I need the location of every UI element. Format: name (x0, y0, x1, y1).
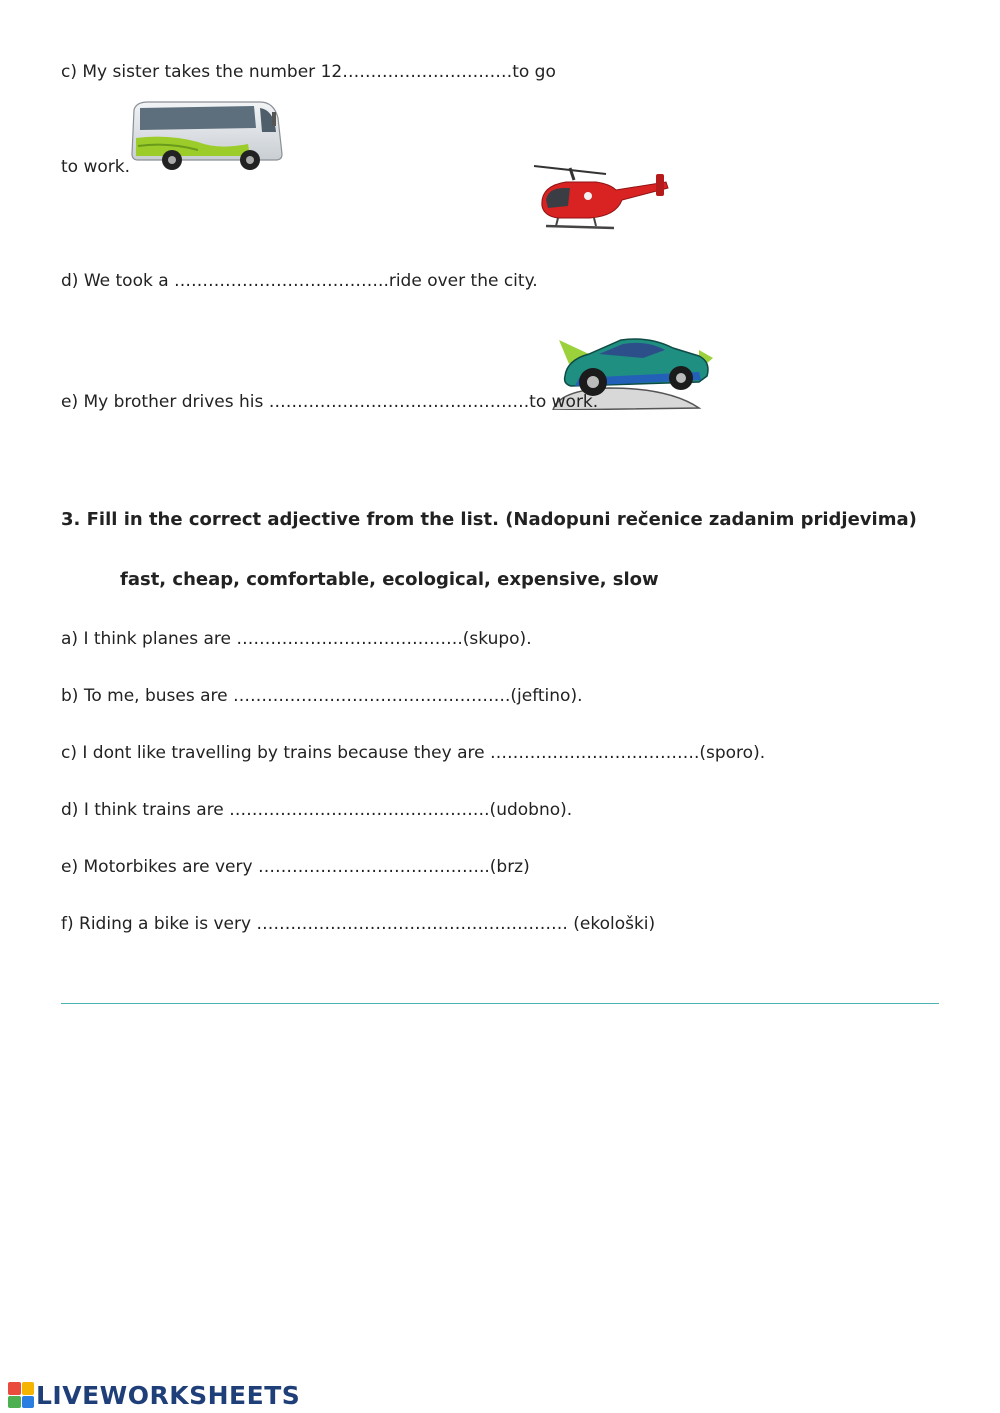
sentence-c-line2: to work. (61, 157, 131, 177)
exercise-item-b: b) To me, buses are ………………………………………….(jeftino). (61, 686, 583, 706)
divider (61, 1003, 939, 1004)
section-3-heading: 3. Fill in the correct adjective from the list. (Nadopuni rečenice zadanim pridjevima) (61, 509, 917, 530)
helicopter-icon (530, 160, 672, 234)
exercise-item-d: d) I think trains are ……………………………………….(udobno). (61, 800, 573, 820)
exercise-item-e: e) Motorbikes are very …………………………………..(brz) (61, 857, 530, 877)
sentence-e: e) My brother drives his ……………………………………….to work. (61, 392, 599, 412)
exercise-item-f: f) Riding a bike is very ………………………………………………. (ekološki) (61, 914, 656, 934)
bus-icon (128, 98, 284, 176)
adjective-word-list: fast, cheap, comfortable, ecological, expensive, slow (120, 569, 659, 590)
sentence-d: d) We took a ………………………………..ride over the city. (61, 271, 538, 291)
exercise-item-a: a) I think planes are ………………………………….(skupo). (61, 629, 532, 649)
logo-mark-icon (8, 1382, 34, 1408)
brand-name: LIVEWORKSHEETS (36, 1380, 301, 1410)
liveworksheets-logo (8, 1381, 300, 1409)
exercise-item-c: c) I dont like travelling by trains because they are ……………………………….(sporo). (61, 743, 766, 763)
sentence-c-line1: c) My sister takes the number 12…………………………to go (61, 62, 556, 82)
